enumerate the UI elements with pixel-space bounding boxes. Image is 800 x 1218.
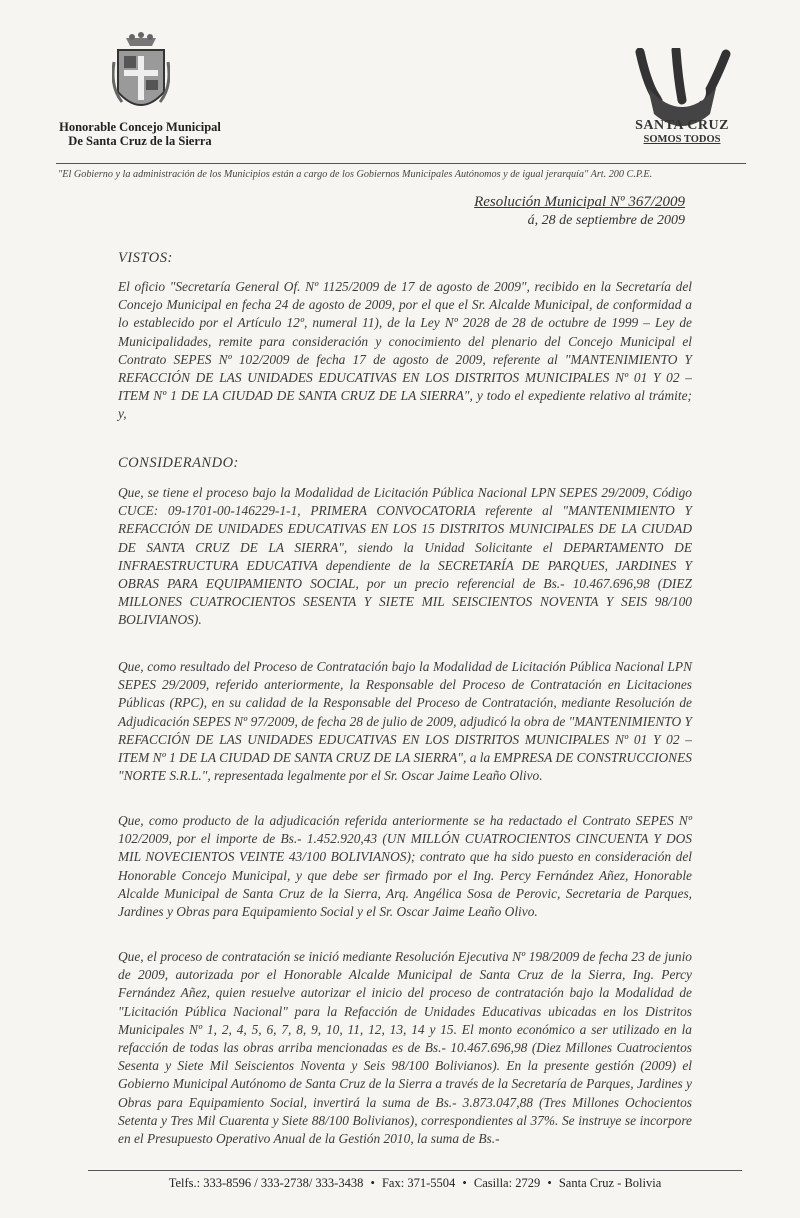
considerando-paragraph-2: Que, como resultado del Proceso de Contratación bajo la Modalidad de Licitación Pública Nacional LPN SEPES 29/2009, referido anteriormente, la Responsable del Proceso de Contratación en Licitaciones Públicas (RPC), en su calidad de la Responsable del Proceso de Contratación, mediante Resolución de Adjudicación SEPES Nº 97/2009, de fecha 28 de julio de 2009, adjudicó la obra de "MANTENIMIENTO Y REFACCIÓN DE LAS UNIDADES EDUCATIVAS EN LOS DISTRITOS MUNICIPALES Nº 01 Y 02 – ITEM Nº 1 DE LA CIUDAD DE SANTA CRUZ DE LA SIERRA", a la EMPRESA DE CONSTRUCCIONES "NORTE S.R.L.", representada legalmente por el Sr. Oscar Jaime Leaño Olivo.	[118, 659, 692, 784]
header-divider	[56, 163, 746, 164]
resolution-date: á, 28 de septiembre de 2009	[527, 213, 685, 228]
considerando-heading: CONSIDERANDO:	[118, 455, 239, 471]
resolution-title: Resolución Municipal Nº 367/2009	[474, 194, 685, 210]
footer-city: Santa Cruz - Bolivia	[558, 1176, 662, 1190]
considerando-paragraph-1: Que, se tiene el proceso bajo la Modalidad de Licitación Pública Nacional LPN SEPES 29/2009, Código CUCE: 09-1701-00-146229-1-1, PRIMERA CONVOCATORIA referente al "MANTENIMIENTO Y REFACCIÓN DE UNIDADES EDUCATIVAS EN LOS 15 DISTRITOS MUNICIPALES DE LA CIUDAD DE SANTA CRUZ DE LA SIERRA", siendo la Unidad Solicitante el DEPARTAMENTO DE INFRAESTRUCTURA EDUCATIVA dependiente de la SECRETARÍA DE PARQUES, JARDINES Y OBRAS PARA EQUIPAMIENTO SOCIAL, por un precio referencial de Bs.- 10.467.696,98 (DIEZ MILLONES CUATROCIENTOS SESENTA Y SIETE MIL SEISCIENTOS NOVENTA Y SEIS 98/100 BOLIVIANOS).	[118, 485, 692, 628]
footer-separator: •	[462, 1176, 467, 1190]
coat-of-arms-icon	[112, 32, 170, 122]
logo-subtitle: SOMOS TODOS	[643, 134, 721, 145]
council-name-line2: De Santa Cruz de la Sierra	[68, 134, 212, 148]
considerando-paragraph-3: Que, como producto de la adjudicación referida anteriormente se ha redactado el Contrato SEPES Nº 102/2009, por el importe de Bs.- 1.452.920,43 (UN MILLÓN CUATROCIENTOS CINCUENTA Y DOS MIL NOVECIENTOS VEINTE 43/100 BOLIVIANOS); contrato que ha sido puesto en consideración del Honorable Concejo Municipal, y que debe ser firmado por el Ing. Percy Fernández Añez, Honorable Alcalde Municipal de Santa Cruz de la Sierra, Arq. Angélica Sosa de Perovic, Secretaria de Parques, Jardines y Obras para Equipamiento Social y el Sr. Oscar Jaime Leaño Olivo.	[118, 813, 692, 920]
vistos-paragraph: El oficio "Secretaría General Of. Nº 1125/2009 de 17 de agosto de 2009", recibido en la Secretaría del Concejo Municipal en fecha 24 de agosto de 2009, por el que el Sr. Alcalde Municipal, de conformidad a lo establecido por el Artículo 12º, numeral 11), de la Ley Nº 2028 de 28 de octubre de 1999 – Ley de Municipalidades, remite para consideración y conocimiento del plenario del Concejo Municipal el Contrato SEPES Nº 102/2009 de fecha 17 de agosto de 2009, referente al "MANTENIMIENTO Y REFACCIÓN DE LAS UNIDADES EDUCATIVAS EN LOS DISTRITOS MUNICIPALES Nº 01 Y 02 – ITEM Nº 1 DE LA CIUDAD DE SANTA CRUZ DE LA SIERRA", y todo el expediente relativo al trámite; y,	[118, 279, 692, 422]
footer-casilla: Casilla: 2729	[473, 1176, 541, 1190]
considerando-paragraph-4: Que, el proceso de contratación se inició mediante Resolución Ejecutiva Nº 198/2009 de fecha 23 de junio de 2009, autorizada por el Honorable Alcalde Municipal de Santa Cruz de la Sierra, Ing. Percy Fernández Añez, quien resuelve autorizar el inicio del proceso de contratación bajo la Modalidad de "Licitación Pública Nacional" para la Refacción de Unidades Educativas ubicadas en los Distritos Municipales Nº 1, 2, 4, 5, 6, 7, 8, 9, 10, 11, 12, 13, 14 y 15. El monto económico a ser utilizado en la refacción de todas las obras arriba mencionadas es de Bs.- 10.467.696,98 (Diez Millones Cuatrocientos Sesenta y Siete Mil Seiscientos Noventa y Seis 98/100 Bolivianos). En la presente gestión (2009) el Gobierno Municipal Autónomo de Santa Cruz de la Sierra a través de la Secretaría de Parques, Jardines y Obras para Equipamiento Social, invertirá la suma de Bs.- 3.873.047,88 (Tres Millones Ochocientos Setenta y Tres Mil Cuarenta y Siete 88/100 Bolivianos), correspondientes al 37%. Se instruye se incorpore en el Presupuesto Operativo Anual de la Gestión 2010, la suma de Bs.-	[118, 949, 692, 1147]
footer-fax: Fax: 371-5504	[381, 1176, 456, 1190]
footer-phones: Telfs.: 333-8596 / 333-2738/ 333-3438	[168, 1176, 364, 1190]
footer-separator: •	[370, 1176, 375, 1190]
constitution-quote: "El Gobierno y la administración de los Municipios están a cargo de los Gobiernos Municipales Autónomos y de igual jerarquía" Art. 200 C.P.E.	[58, 169, 653, 180]
footer-divider	[88, 1170, 742, 1171]
footer-contact	[88, 1176, 742, 1191]
vistos-heading: VISTOS:	[118, 250, 173, 266]
footer-separator: •	[547, 1176, 552, 1190]
logo-title: SANTA CRUZ	[635, 118, 729, 133]
council-name	[50, 120, 230, 148]
council-name-line1: Honorable Concejo Municipal	[59, 120, 221, 134]
